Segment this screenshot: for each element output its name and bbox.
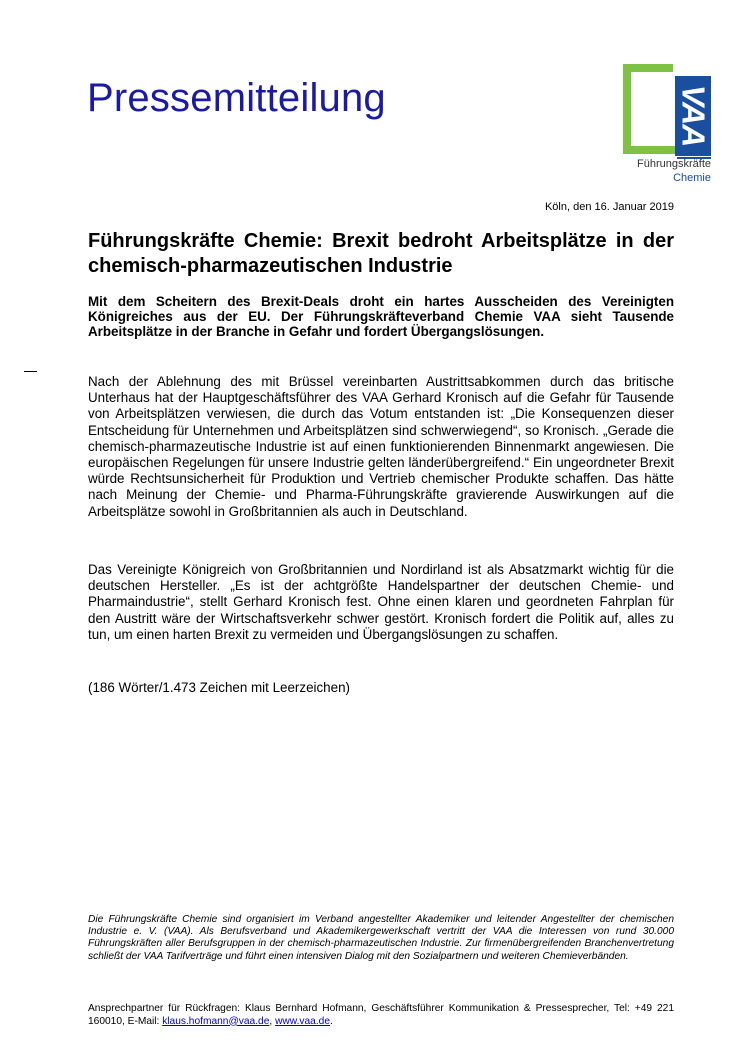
vaa-logo [621, 62, 717, 188]
organization-note: Die Führungskräfte Chemie sind organisiert im Verband angestellter Akademiker und leitender Angestellter der chemischen Industrie e. V. (VAA). Als Berufsverband und Akademikergewerkschaft vertritt der VAA die Interessen von rund 30.000 Führungskräften aller Berufsgruppen in der chemisch-pharmazeutischen Industrie. Zur firmenübergreifenden Branchenvertretung schließt der VAA Tarifverträge und führt einen intensiven Dialog mit den Sozialpartnern und weiteren Chemieverbänden. [88, 914, 674, 962]
contact-text: Ansprechpartner für Rückfragen: Klaus Bernhard Hofmann, Geschäftsführer Kommunikation & Pressesprecher, Tel: +49 221 160010, E-Mail: [88, 1003, 674, 1027]
release-date: Köln, den 16. Januar 2019 [544, 201, 674, 213]
body-paragraph-1: Nach der Ablehnung des mit Brüssel vereinbarten Austrittsabkommen durch das britische Unterhaus hat der Hauptgeschäftsführer des VAA Gerhard Kronisch auf die Gefahr für Tausende von Arbeitsplätzen verwiesen, die durch das Votum entstanden ist: „Die Konsequenzen dieser Entscheidung für Unternehmen und Arbeitsplätzen sind schwerwiegend“, so Kronisch. „Gerade die chemisch-pharmazeutische Industrie ist auf einen funktionierenden Binnenmarkt angewiesen. Die europäischen Regelungen für unsere Industrie gelten länderübergreifend.“ Ein ungeordneter Brexit würde Rechtsunsicherheit für Produktion und Vertrieb chemischer Produkte schaffen. Das hätte nach Meinung der Chemie- und Pharma-Führungskräfte gravierende Auswirkungen auf die Arbeitsplätze sowohl in Großbritannien als auch in Deutschland. [88, 374, 674, 519]
logo-text-chemie: Chemie [673, 172, 711, 184]
logo-vaa-lettering [675, 76, 711, 156]
website-link[interactable]: www.vaa.de [275, 1015, 330, 1027]
margin-marker [24, 371, 37, 372]
email-link[interactable]: klaus.hofmann@vaa.de [162, 1015, 270, 1027]
body-paragraph-2: Das Vereinigte Königreich von Großbritannien und Nordirland ist als Absatzmarkt wichtig für die deutschen Hersteller. „Es ist der achtgrößte Handelspartner der deutschen Chemie- und Pharmaindustrie“, stellt Gerhard Kronisch fest. Ohne einen klaren und geordneten Fahrplan für den Austritt wäre der Wirtschaftsverkehr schwer gestört. Kronisch fordert die Politik auf, alles zu tun, um einen harten Brexit zu vermeiden und Übergangslösungen zu schaffen. [88, 562, 674, 642]
page-title: Pressemitteilung [87, 76, 386, 120]
word-count: (186 Wörter/1.473 Zeichen mit Leerzeichen) [88, 680, 350, 695]
contact-suffix: . [330, 1015, 333, 1027]
contact-separator: , [269, 1015, 276, 1027]
contact-info [88, 1003, 674, 1028]
logo-letters: VAA [675, 81, 711, 152]
lead-paragraph: Mit dem Scheitern des Brexit-Deals droht ein hartes Ausscheiden des Vereinigten Königreiches aus der EU. Der Führungskräfteverband Chemie VAA sieht Tausende Arbeitsplätze in der Branche in Gefahr und fordert Übergangslösungen. [88, 294, 674, 340]
logo-text-fuehrungskraefte: Führungskräfte [637, 158, 711, 170]
headline: Führungskräfte Chemie: Brexit bedroht Arbeitsplätze in der chemisch-pharmazeutischen Industrie [88, 230, 674, 277]
